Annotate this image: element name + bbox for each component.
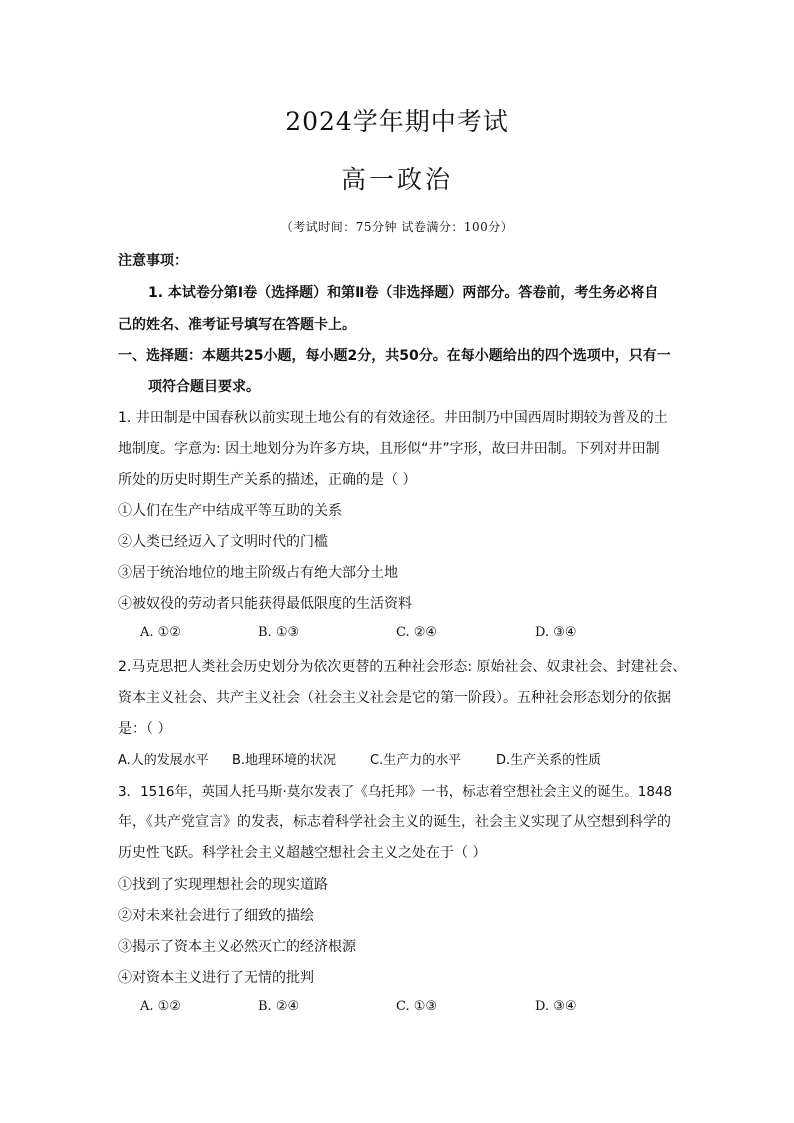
q3-statement-4: ④对资本主义进行了无情的批判 [118, 970, 314, 986]
q1-option-b: B. ①③ [258, 625, 300, 640]
section-instruction-line1: 一、选择题：本题共25小题，每小题2分，共50分。在每小题给出的四个选项中，只有一 [118, 348, 671, 364]
section-instruction-line2: 项符合题目要求。 [148, 379, 260, 395]
q1-option-a: A. ①② [140, 625, 181, 640]
notice-item1-line1: 1. 本试卷分第Ⅰ卷（选择题）和第Ⅱ卷（非选择题）两部分。答卷前，考生务必将自 [148, 285, 659, 301]
exam-title: 2024学年期中考试 [285, 107, 509, 136]
q1-statement-1: ①人们在生产中结成平等互助的关系 [118, 503, 342, 519]
q1-statement-4: ④被奴役的劳动者只能获得最低限度的生活资料 [118, 596, 412, 612]
q2-option-c: C.生产力的水平 [370, 753, 462, 768]
q2-option-b: B.地理环境的状况 [232, 753, 337, 768]
q3-stem-line2: 年，《共产党宣言》的发表，标志着科学社会主义的诞生，社会主义实现了从空想到科学的 [118, 814, 671, 830]
notice-heading: 注意事项： [118, 253, 188, 269]
exam-subject: 高一政治 [340, 165, 453, 194]
q3-statement-2: ②对未来社会进行了细致的描绘 [118, 908, 314, 924]
notice-item1-line2: 己的姓名、准考证号填写在答题卡上。 [118, 317, 356, 333]
q1-option-d: D. ③④ [535, 625, 577, 640]
q1-stem-line2: 地制度。字意为: 因土地划分为许多方块，且形似“井”字形，故曰井田制。下列对井田制 [118, 441, 660, 457]
q3-stem-line1: 3．1516年，英国人托马斯·莫尔发表了《乌托邦》一书，标志着空想社会主义的诞生。1848 [118, 784, 673, 800]
q1-stem-line1: 1. 井田制是中国春秋以前实现土地公有的有效途径。井田制乃中国西周时期较为普及的土 [118, 410, 668, 426]
q3-statement-3: ③揭示了资本主义必然灭亡的经济根源 [118, 939, 356, 955]
q3-statement-1: ①找到了实现理想社会的现实道路 [118, 877, 328, 893]
q1-option-c: C. ②④ [396, 625, 438, 640]
q1-statement-2: ②人类已经迈入了文明时代的门槛 [118, 534, 328, 550]
q2-option-a: A.人的发展水平 [118, 753, 209, 768]
q2-stem-line1: 2.马克思把人类社会历史划分为依次更替的五种社会形态: 原始社会、奴隶社会、封建社会、 [118, 659, 687, 675]
q3-option-a: A. ①② [140, 999, 181, 1014]
q1-stem-line3: 所处的历史时期生产关系的描述，正确的是（ ） [118, 472, 417, 488]
q2-option-d: D.生产关系的性质 [496, 753, 602, 768]
q3-option-d: D. ③④ [535, 999, 577, 1014]
q2-stem-line2: 资本主义社会、共产主义社会（社会主义社会是它的第一阶段）。五种社会形态划分的依据 [118, 690, 671, 706]
q3-stem-line3: 历史性飞跃。科学社会主义超越空想社会主义之处在于（ ） [118, 845, 487, 861]
q1-statement-3: ③居于统治地位的地主阶级占有绝大部分土地 [118, 565, 398, 581]
q3-option-c: C. ①③ [396, 999, 438, 1014]
exam-meta: （考试时间：75分钟 试卷满分：100分） [280, 220, 514, 234]
q3-option-b: B. ②④ [258, 999, 300, 1014]
q2-stem-line3: 是：（ ） [118, 721, 172, 737]
